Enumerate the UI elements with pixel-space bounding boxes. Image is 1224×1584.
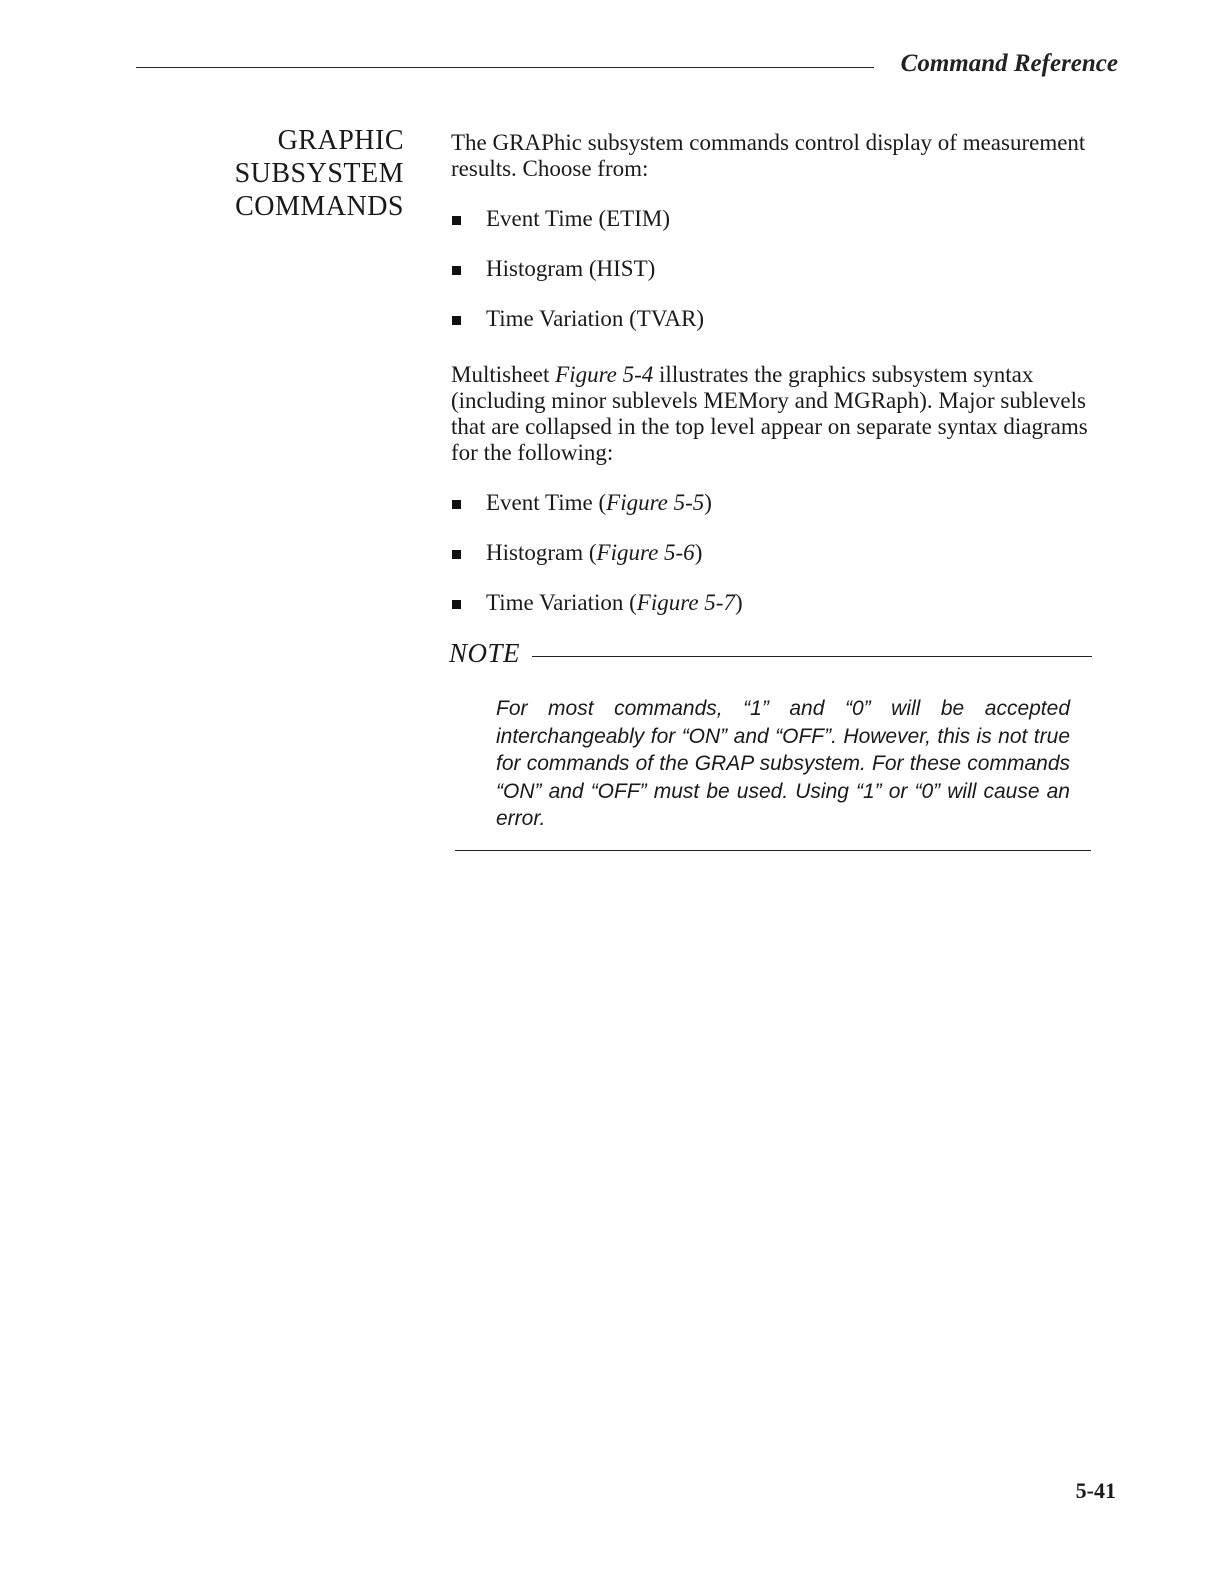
square-bullet-icon [452,500,461,509]
figure-reference: Figure 5-7 [636,590,735,615]
choice-text: Time Variation (TVAR) [486,306,705,331]
paren-close: ) [734,590,743,615]
square-bullet-icon [452,266,461,275]
square-bullet-icon [452,600,461,609]
note-header [449,638,1092,669]
syntax-paragraph-rest: illustrates the graphics subsystem syntax (including minor sublevels MEMory and MGRaph). Major sublevels that are collapsed in the top level appear on separate syntax diagrams for the following: [451,362,1088,465]
section-heading-line: SUBSYSTEM [234,158,404,189]
figure-item-label: Histogram [486,540,584,565]
running-header: Command Reference [900,50,1118,77]
header-rule [136,67,874,68]
choice-text: Event Time (ETIM) [486,206,670,231]
syntax-paragraph-start: Multisheet [451,362,556,387]
page-number: 5-41 [1075,1478,1116,1503]
note-label: NOTE [449,638,521,668]
choice-text: Histogram (HIST) [486,256,656,281]
note-text: For most commands, “1” and “0” will be accepted interchangeably for “ON” and “OFF”. However, this is not true for commands of the GRAP subsystem. For these commands “ON” and “OFF” must be used. Using “1” or “0” will cause an error. [496,697,1070,830]
list-item [451,540,1116,590]
note-bottom-rule [455,850,1091,851]
figure-reference: Figure 5-5 [606,490,705,515]
section-heading-line: GRAPHIC [277,125,404,156]
figure-reference: Figure 5-6 [596,540,695,565]
paren-open: ( [592,490,607,515]
figure-reference: Figure 5-4 [555,362,654,387]
list-item [451,590,1116,640]
paren-close: ) [694,540,703,565]
square-bullet-icon [452,550,461,559]
section-heading-line: COMMANDS [235,191,404,222]
syntax-paragraph [451,362,1116,466]
list-item [451,490,1116,540]
list-item [451,206,1116,256]
body-column [451,130,1116,640]
paren-open: ( [623,590,637,615]
choice-list [451,206,1116,356]
list-item [451,256,1116,306]
paren-open: ( [583,540,597,565]
figure-list [451,490,1116,640]
figure-item-label: Event Time [486,490,593,515]
list-item [451,306,1116,356]
square-bullet-icon [452,316,461,325]
square-bullet-icon [452,216,461,225]
paren-close: ) [704,490,712,515]
figure-item-label: Time Variation [486,590,624,615]
intro-paragraph: The GRAPhic subsystem commands control display of measurement results. Choose from: [451,130,1086,181]
section-heading [180,124,404,223]
note-rule [532,656,1092,657]
